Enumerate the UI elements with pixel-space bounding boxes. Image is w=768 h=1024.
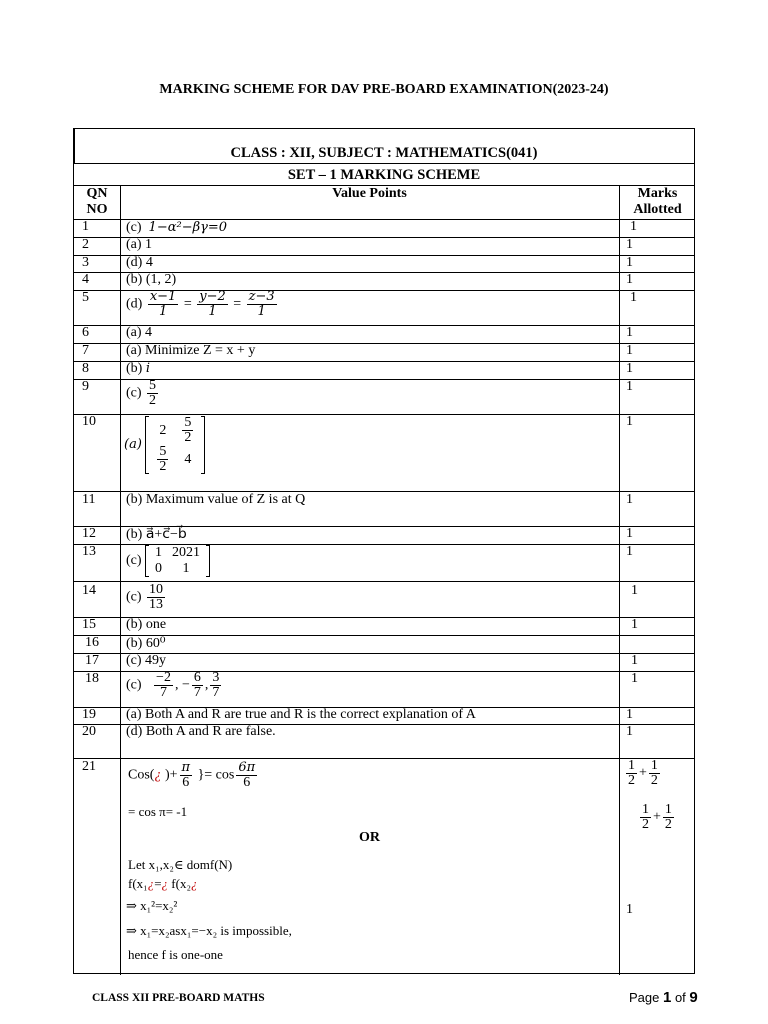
denominator: 2: [650, 773, 658, 788]
fraction: [210, 671, 221, 700]
denominator: 1: [257, 304, 266, 319]
rule: [74, 617, 694, 618]
matrix-entry: 1: [155, 545, 163, 560]
col-header-value-points: Value Points: [332, 186, 407, 201]
qn-cell: 12: [82, 526, 96, 541]
set-heading: SET – 1 MARKING SCHEME: [287, 167, 481, 183]
numerator: z−3: [248, 289, 275, 304]
marks-cell: 1: [626, 902, 633, 917]
qn-cell: 4: [82, 272, 89, 287]
numerator: 6: [193, 670, 201, 685]
separator: , −: [174, 677, 190, 693]
rule: [74, 325, 694, 326]
value-cell-q2: (a) 1: [126, 237, 153, 252]
col-header-marks-line1: Marks: [637, 186, 678, 201]
qn-cell: 20: [82, 724, 96, 739]
marks-cell: 1: [626, 526, 633, 541]
value-cell-q15: (b) one: [126, 617, 167, 632]
marks-cell: 1: [626, 544, 633, 559]
option-label: (a): [124, 437, 142, 453]
denominator: 1: [158, 304, 168, 319]
qn-cell: 1: [82, 219, 89, 234]
value-cell-q18: [126, 671, 223, 700]
fraction: [640, 803, 651, 832]
red-glyph: ¿: [161, 876, 169, 891]
q21-line6: ⇒ x₁=x₂asx₁=−x₂ is impossible,: [126, 923, 292, 938]
matrix-entry: 2021: [172, 545, 201, 560]
qn-cell: 16: [85, 635, 99, 650]
numerator: 10: [149, 582, 164, 597]
marks-cell: 1: [626, 707, 633, 722]
plus-sign: +: [653, 809, 661, 825]
separator: ,: [204, 677, 209, 693]
numerator: 1: [628, 758, 635, 773]
fraction: [180, 761, 193, 790]
option-label: (b): [126, 361, 143, 376]
fraction: [197, 290, 228, 319]
marks-cell: 1: [630, 219, 637, 234]
denominator: 7: [212, 685, 220, 700]
rule: [74, 635, 694, 636]
current-page: 1: [662, 989, 672, 1006]
marks-cell: 1: [631, 617, 638, 632]
marks-cell: 1: [631, 653, 638, 668]
qn-cell: 5: [82, 290, 89, 305]
text: f(x₁: [128, 876, 148, 891]
qn-cell: 21: [82, 759, 96, 774]
marks-cell: 1: [626, 379, 633, 394]
column-rule: [619, 185, 620, 975]
denominator: 13: [149, 597, 164, 612]
marks-cell: 1: [626, 361, 633, 376]
q21-line5: ⇒ x₁²=x₂²: [126, 898, 178, 913]
q21-line3: Let x₁,x₂∈ domf(N): [128, 857, 233, 872]
rule: [74, 255, 694, 256]
matrix-entry: 1: [182, 561, 190, 576]
value-cell-q3: (d) 4: [126, 255, 153, 270]
fraction: [626, 759, 637, 788]
fraction: [148, 290, 179, 319]
numerator: 5: [149, 378, 157, 393]
value-cell-q5: [126, 290, 279, 319]
fraction: [236, 761, 257, 790]
denominator: 2: [184, 430, 192, 445]
rule: [74, 653, 694, 654]
numerator: 1: [650, 758, 658, 773]
qn-cell: 13: [82, 544, 96, 559]
rule: [74, 581, 694, 582]
denominator: 6: [243, 775, 251, 790]
qn-cell: 9: [82, 379, 89, 394]
q21-line7: hence f is one-one: [128, 947, 223, 962]
marks-cell: 1: [626, 255, 633, 270]
denominator: 7: [193, 685, 201, 700]
numerator: 5: [159, 444, 167, 459]
text: =: [154, 876, 162, 891]
value-cell-q4: (b) (1, 2): [126, 272, 177, 287]
numerator: π: [181, 760, 191, 775]
math-expression: i: [145, 361, 150, 376]
marks-cell: 1: [631, 671, 638, 686]
value-cell-q8: [126, 361, 150, 377]
denominator: 2: [628, 773, 635, 788]
numerator: 1: [642, 802, 649, 817]
qn-cell: 8: [82, 361, 89, 376]
q21-line1: [128, 761, 259, 790]
value-cell-q11: (b) Maximum value of Z is at Q: [126, 492, 306, 507]
qn-cell: 6: [82, 325, 89, 340]
text: )+: [161, 767, 178, 783]
col-header-marks-line2: Allotted: [633, 202, 682, 217]
qn-cell: 18: [85, 671, 99, 686]
fraction: [154, 671, 173, 700]
equals-sign: =: [233, 296, 242, 312]
marks-q21-half-sum: [638, 803, 676, 832]
marks-cell: 1: [631, 583, 638, 598]
value-cell-q7: (a) Minimize Z = x + y: [126, 343, 256, 358]
rule: [74, 237, 694, 238]
value-cell-q6: (a) 4: [126, 325, 153, 340]
rule: [74, 163, 694, 164]
qn-cell: 19: [82, 707, 96, 722]
marks-cell: 1: [626, 492, 633, 507]
value-cell-q12: (b) a⃗+c⃗−b⃗: [126, 527, 187, 542]
denominator: 2: [149, 393, 157, 408]
numerator: −2: [156, 670, 171, 685]
value-cell-q17: (c) 49y: [126, 653, 167, 668]
marks-cell: 1: [626, 343, 633, 358]
red-glyph: ¿: [147, 876, 155, 891]
plus-sign: +: [639, 765, 647, 781]
text: Cos(: [128, 767, 155, 783]
total-pages: 9: [689, 989, 698, 1006]
text: }= cos: [194, 767, 235, 783]
rule: [74, 758, 694, 759]
option-label: (c): [126, 677, 142, 693]
marking-scheme-table: [73, 128, 695, 974]
col-header-qn: [74, 186, 120, 218]
numerator: x−1: [149, 289, 177, 304]
marks-cell: 1: [626, 414, 633, 429]
page-number: [629, 989, 698, 1006]
value-cell-q20: (d) Both A and R are false.: [126, 724, 276, 739]
footer-label: CLASS XII PRE-BOARD MATHS: [92, 992, 265, 1004]
numerator: 1: [664, 802, 672, 817]
fraction: [147, 583, 165, 612]
value-cell-q14: [126, 583, 167, 612]
of-word: of: [671, 990, 690, 1005]
option-label: (c): [126, 220, 142, 235]
qn-cell: 2: [82, 237, 89, 252]
col-header-marks: [619, 186, 696, 218]
page-word: Page: [629, 990, 663, 1005]
numerator: 6π: [238, 760, 256, 775]
value-cell-q19: (a) Both A and R are true and R is the correct explanation of A: [126, 707, 476, 722]
marks-cell: 1: [626, 724, 633, 739]
marks-cell: 1: [626, 272, 633, 287]
numerator: 5: [184, 415, 192, 430]
denominator: 7: [160, 685, 167, 700]
denominator: 2: [159, 459, 167, 474]
document-title: MARKING SCHEME FOR DAV PRE-BOARD EXAMINATION(2023-24): [159, 82, 609, 97]
fraction: [157, 445, 168, 474]
col-header-qn-line1: QN: [86, 186, 108, 201]
qn-cell: 10: [82, 414, 96, 429]
option-label: (c): [126, 385, 142, 401]
value-cell-q16: (b) 60⁰: [126, 636, 166, 651]
option-label: (c): [126, 589, 142, 605]
denominator: 2: [642, 817, 649, 832]
value-cell-q1: [126, 220, 227, 236]
column-rule: [120, 185, 121, 975]
red-glyph: ¿: [191, 876, 198, 891]
matrix-entry: 4: [184, 451, 192, 467]
qn-cell: 17: [85, 653, 99, 668]
qn-cell: 15: [82, 617, 96, 632]
matrix-entry: 2: [159, 422, 167, 438]
marks-cell: 1: [630, 290, 637, 305]
marks-cell: 1: [626, 237, 633, 252]
fraction: [247, 290, 277, 319]
equals-sign: =: [183, 296, 192, 312]
fraction: [663, 803, 674, 832]
value-cell-q13: [126, 545, 210, 577]
value-cell-q9: [126, 379, 160, 408]
numerator: 3: [212, 670, 220, 685]
qn-cell: 14: [82, 583, 96, 598]
matrix: [145, 545, 210, 577]
matrix: [145, 416, 205, 474]
rule: [74, 361, 694, 362]
math-expression: 1−α²−βγ=0: [148, 220, 228, 235]
q21-line4: [128, 876, 198, 892]
q21-line2: = cos π= -1: [128, 804, 188, 819]
fraction: [147, 379, 158, 408]
marks-cell: 1: [626, 325, 633, 340]
value-cell-q10: [124, 416, 205, 474]
denominator: 2: [664, 817, 672, 832]
option-label: (c): [126, 553, 142, 569]
class-subject-heading: CLASS : XII, SUBJECT : MATHEMATICS(041): [230, 145, 538, 161]
qn-cell: 7: [82, 343, 89, 358]
fraction: [649, 759, 660, 788]
red-glyph: ¿: [154, 767, 162, 783]
matrix-entry: 0: [155, 561, 163, 576]
fraction: [182, 416, 193, 445]
or-label: OR: [359, 830, 380, 845]
denominator: 6: [182, 775, 190, 790]
qn-cell: 11: [82, 492, 96, 507]
rule: [74, 379, 694, 380]
col-header-qn-line2: NO: [86, 202, 108, 217]
qn-cell: 3: [82, 255, 89, 270]
rule: [74, 414, 694, 415]
text: f(x₂: [168, 876, 191, 891]
marks-q21-half-sum: [624, 759, 662, 788]
denominator: 1: [208, 304, 217, 319]
numerator: y−2: [199, 289, 226, 304]
option-label: (d): [126, 296, 143, 312]
fraction: [192, 671, 203, 700]
